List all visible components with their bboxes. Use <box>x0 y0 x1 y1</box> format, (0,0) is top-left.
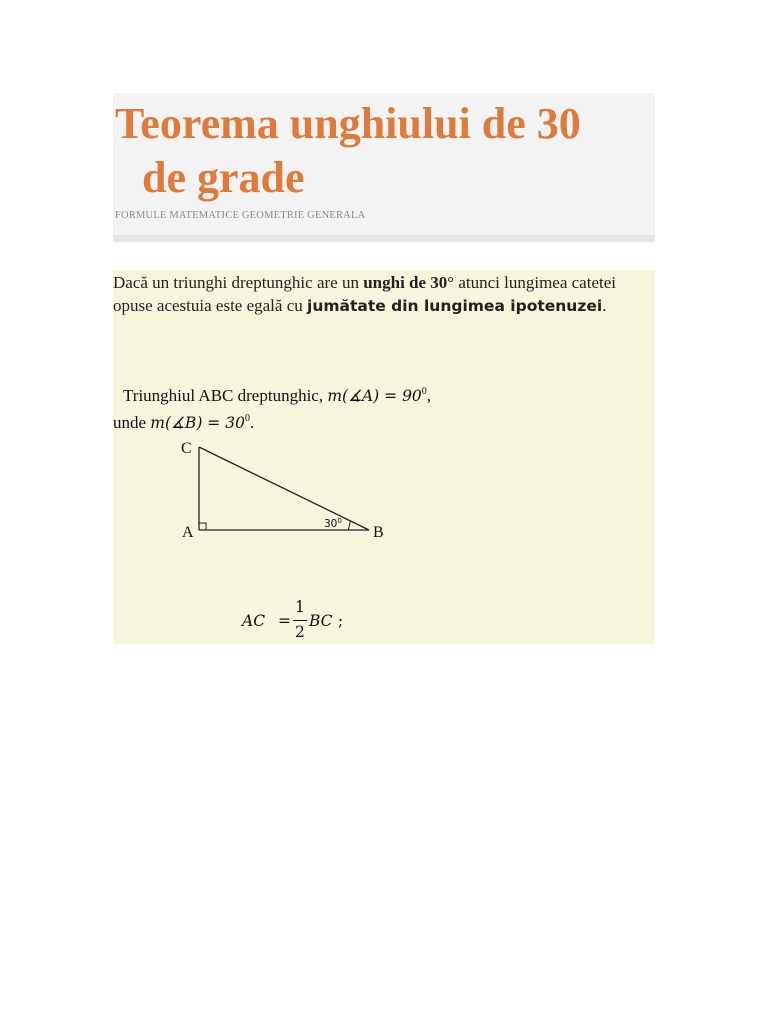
category-tags[interactable]: FORMULE MATEMATICE GEOMETRIE GENERALA <box>115 210 366 221</box>
statement-math-2: m(∡B) = 30 <box>150 414 245 432</box>
formula-equals: = <box>278 612 291 630</box>
intro-text-3: . <box>602 295 607 315</box>
intro-bold-angle: unghi de 30° <box>363 273 455 292</box>
formula-denominator: 2 <box>295 623 305 641</box>
angle-exp: 0 <box>337 517 342 525</box>
title-line-1: Teorema unghiului de 30 <box>115 99 581 148</box>
statement-math-1: m(∡A) = 90 <box>327 387 422 405</box>
vertex-a-label: A <box>182 524 194 541</box>
statement-text-1: Triunghiul ABC dreptunghic, <box>123 386 328 405</box>
angle-value: 30 <box>324 518 338 530</box>
formula-rhs: BC <box>309 612 333 630</box>
formula-lhs: AC <box>242 612 266 630</box>
vertex-c-label: C <box>181 440 192 457</box>
vertex-b-label: B <box>373 524 384 541</box>
angle-label <box>324 517 342 530</box>
angle-arc <box>348 521 350 530</box>
formula <box>242 598 362 646</box>
side-bc <box>199 447 369 530</box>
statement-end-1: , <box>426 386 432 405</box>
statement-end-2: . <box>249 413 255 432</box>
intro-text-1: Dacă un triunghi dreptunghic are un <box>113 273 364 292</box>
fraction-bar <box>293 620 307 621</box>
right-angle-mark <box>199 523 206 530</box>
statement-exp-1: 0 <box>421 386 427 397</box>
statement-text-2: unde <box>113 413 151 432</box>
title-line-2: de grade <box>142 153 305 202</box>
intro-text-2: atunci lungimea catetei opuse acestuia este egală cu <box>113 273 616 315</box>
statement-exp-2: 0 <box>244 413 250 424</box>
formula-numerator: 1 <box>295 598 305 616</box>
formula-end: ; <box>338 612 344 630</box>
intro-bold-half: jumătate din lungimea ipotenuzei <box>307 296 603 315</box>
